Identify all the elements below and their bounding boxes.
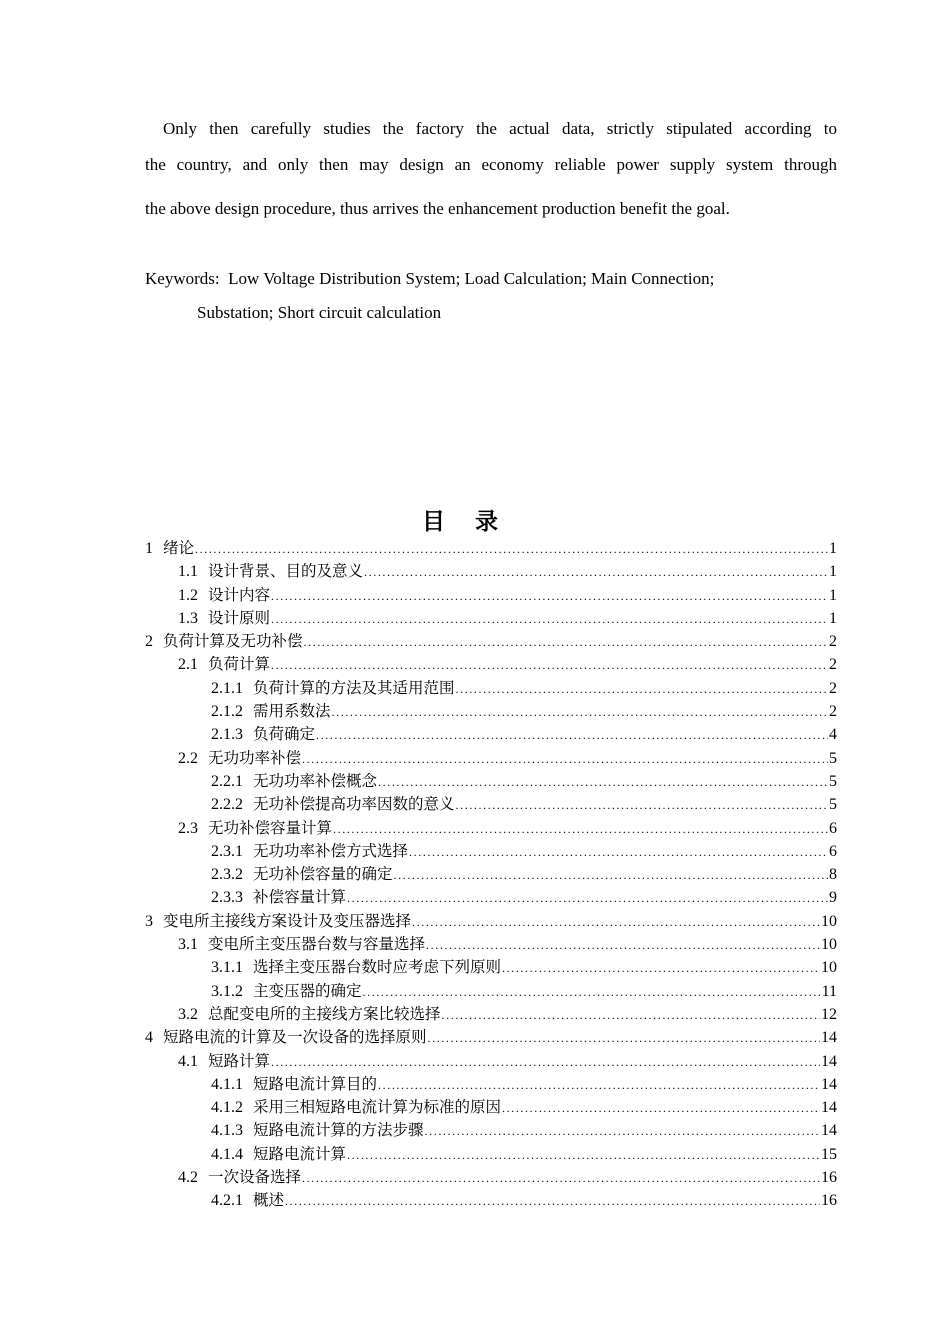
toc-entry[interactable] [145,723,837,746]
toc-dot-leader [302,748,828,771]
toc-entry[interactable] [145,840,837,863]
toc-dot-leader [304,631,828,654]
toc-entry-title: 设计背景、目的及意义 [208,562,364,581]
toc-entry-title: 总配变电所的主接线方案比较选择 [208,1004,441,1023]
toc-entry-number: 2.1.3 [211,726,243,744]
toc-dot-leader [285,1190,820,1213]
toc-entry[interactable] [145,933,837,956]
toc-entry[interactable] [145,700,837,723]
toc-entry[interactable] [145,863,837,886]
toc-entry-number: 2 [145,633,153,651]
keywords [145,262,845,330]
toc-page-number: 2 [829,633,837,651]
abstract-line-2: the country, and only then may design an economy reliable power supply system through [145,155,837,174]
toc-page-number: 14 [821,1075,837,1093]
toc-entry-title: 负荷计算 [208,655,271,674]
toc-entry-number: 4.1.2 [211,1099,243,1117]
toc-dot-leader [428,1027,820,1050]
toc-entry[interactable] [145,1073,837,1096]
toc-dot-leader [333,818,828,841]
toc-entry-number: 4.1.3 [211,1122,243,1140]
toc-page-number: 8 [829,866,837,884]
toc-dot-leader [426,934,820,957]
toc-page-number: 16 [821,1169,837,1187]
toc-entry[interactable] [145,747,837,770]
toc-entry-number: 4.2.1 [211,1192,243,1210]
toc-entry[interactable] [145,793,837,816]
toc-entry-title: 负荷计算及无功补偿 [163,632,303,651]
toc-entry-number: 3.1.1 [211,959,243,977]
toc-entry-title: 设计原则 [208,608,271,627]
toc-entry[interactable] [145,560,837,583]
toc-dot-leader [347,887,828,910]
toc-page-number: 5 [829,796,837,814]
toc-entry-title: 需用系数法 [253,702,331,721]
toc-entry-number: 1 [145,540,153,557]
toc-entry[interactable] [145,1189,837,1212]
abstract-line-3: the above design procedure, thus arrives the enhancement production benefit the goal. [145,199,730,218]
toc-page-number: 14 [821,1122,837,1140]
toc-entry[interactable] [145,886,837,909]
toc-entry-number: 3.1 [178,936,198,954]
toc-dot-leader [271,1051,820,1074]
toc-entry-title: 变电所主变压器台数与容量选择 [208,935,426,954]
table-of-contents [145,537,837,1213]
toc-entry-number: 4.1 [178,1052,198,1070]
toc-entry-title: 主变压器的确定 [253,981,362,1000]
toc-entry-title: 补偿容量计算 [253,888,347,907]
toc-entry-title: 短路电流的计算及一次设备的选择原则 [163,1028,427,1047]
toc-page-number: 14 [821,1029,837,1047]
toc-entry[interactable] [145,653,837,676]
toc-entry-title: 无功补偿容量的确定 [253,865,393,884]
toc-entry-number: 3.1.2 [211,982,243,1000]
toc-entry[interactable] [145,537,837,560]
toc-dot-leader [316,724,828,747]
toc-entry[interactable] [145,1166,837,1189]
toc-entry-title: 负荷计算的方法及其适用范围 [253,678,455,697]
toc-dot-leader [302,1167,820,1190]
toc-page-number: 16 [821,1192,837,1210]
toc-entry[interactable] [145,770,837,793]
toc-entry-number: 1.2 [178,586,198,604]
toc-dot-leader [502,1097,820,1120]
toc-page-number: 1 [829,609,837,627]
toc-entry-number: 4 [145,1029,153,1047]
toc-entry-title: 设计内容 [208,585,271,604]
toc-entry[interactable] [145,1119,837,1142]
toc-entry[interactable] [145,1143,837,1166]
toc-entry-title: 无功功率补偿 [208,748,302,767]
toc-entry[interactable] [145,1003,837,1026]
toc-dot-leader [442,1004,820,1027]
toc-dot-leader [271,585,828,608]
toc-page-number: 14 [821,1099,837,1117]
toc-entry-title: 概述 [253,1191,285,1210]
toc-entry[interactable] [145,910,837,933]
abstract-paragraph [145,111,837,227]
toc-entry-number: 1.1 [178,563,198,581]
toc-entry-number: 4.2 [178,1169,198,1187]
toc-page-number: 10 [821,912,837,930]
keywords-line-1: Low Voltage Distribution System; Load Calculation; Main Connection; [228,269,715,288]
keywords-line-2: Substation; Short circuit calculation [197,303,442,322]
toc-entry-title: 无功补偿提高功率因数的意义 [253,795,455,814]
toc-page-number: 6 [829,819,837,837]
toc-entry[interactable] [145,956,837,979]
toc-entry[interactable] [145,817,837,840]
toc-dot-leader [347,1144,820,1167]
toc-dot-leader [363,981,821,1004]
toc-dot-leader [271,654,828,677]
toc-dot-leader [378,1074,820,1097]
toc-page-number: 2 [829,656,837,674]
toc-entry-number: 2.3 [178,819,198,837]
toc-entry-title: 无功功率补偿概念 [253,771,378,790]
toc-entry-title: 一次设备选择 [208,1168,302,1187]
toc-page-number: 10 [821,936,837,954]
toc-dot-leader [271,608,828,631]
toc-entry-number: 3 [145,912,153,930]
toc-entry-number: 2.3.2 [211,866,243,884]
toc-page-number: 10 [821,959,837,977]
toc-page-number: 11 [821,982,837,1000]
toc-entry-title: 负荷确定 [253,725,316,744]
toc-dot-leader [409,841,828,864]
toc-entry[interactable] [145,607,837,630]
toc-page-number: 2 [829,703,837,721]
toc-page-number: 1 [829,540,837,557]
toc-entry-title: 短路电流计算 [253,1144,347,1163]
toc-page-number: 5 [829,749,837,767]
abstract-line-1: Only then carefully studies the factory the actual data, strictly stipulated according to [163,119,837,138]
toc-dot-leader [456,678,828,701]
toc-entry-number: 2.2 [178,749,198,767]
toc-entry[interactable] [145,1050,837,1073]
toc-entry-number: 4.1.1 [211,1075,243,1093]
toc-entry-title: 无功功率补偿方式选择 [253,841,409,860]
toc-page-number: 14 [821,1052,837,1070]
toc-entry-number: 2.2.2 [211,796,243,814]
toc-entry-title: 无功补偿容量计算 [208,818,333,837]
toc-entry-number: 2.1.2 [211,703,243,721]
toc-entry-number: 3.2 [178,1005,198,1023]
toc-entry-title: 采用三相短路电流计算为标准的原因 [253,1098,502,1117]
toc-entry-title: 短路电流计算目的 [253,1074,378,1093]
toc-entry[interactable] [145,677,837,700]
toc-page-number: 4 [829,726,837,744]
toc-entry-number: 4.1.4 [211,1145,243,1163]
toc-entry-number: 2.1 [178,656,198,674]
toc-dot-leader [456,794,828,817]
toc-page-number: 9 [829,889,837,907]
toc-page-number: 1 [829,563,837,581]
toc-dot-leader [195,538,828,561]
toc-entry-title: 选择主变压器台数时应考虑下列原则 [253,958,502,977]
toc-dot-leader [502,957,820,980]
toc-entry-number: 2.3.1 [211,842,243,860]
toc-entry[interactable] [145,630,837,653]
toc-entry-number: 2.2.1 [211,772,243,790]
toc-page-number: 12 [821,1005,837,1023]
toc-page-number: 6 [829,842,837,860]
toc-entry-title: 变电所主接线方案设计及变压器选择 [163,911,412,930]
toc-entry[interactable] [145,584,837,607]
toc-entry[interactable] [145,1096,837,1119]
toc-dot-leader [332,701,828,724]
toc-page-number: 5 [829,772,837,790]
toc-page-number: 15 [821,1145,837,1163]
toc-entry-number: 1.3 [178,609,198,627]
keywords-label: Keywords: [145,269,220,288]
toc-entry-title: 短路计算 [208,1051,271,1070]
toc-dot-leader [378,771,828,794]
toc-entry[interactable] [145,980,837,1003]
toc-dot-leader [412,911,820,934]
toc-entry[interactable] [145,1026,837,1049]
toc-dot-leader [364,561,828,584]
toc-entry-number: 2.1.1 [211,679,243,697]
toc-entry-title: 短路电流计算的方法步骤 [253,1121,424,1140]
toc-title: 目录 [422,509,528,535]
toc-dot-leader [425,1120,820,1143]
toc-dot-leader [394,864,828,887]
toc-entry-number: 2.3.3 [211,889,243,907]
toc-page-number: 2 [829,679,837,697]
toc-entry-title: 绪论 [163,539,195,557]
toc-page-number: 1 [829,586,837,604]
